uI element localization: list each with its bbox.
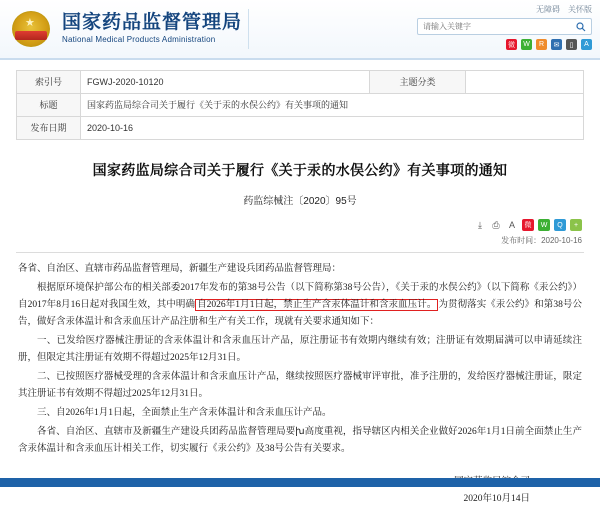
print-icon[interactable]: ⎙ xyxy=(492,219,500,230)
search-box[interactable] xyxy=(417,18,592,35)
paragraph-salutation: 各省、自治区、直辖市药品监督管理局，新疆生产建设兵团药品监督管理局： xyxy=(18,264,342,274)
highlight-ban-text: 自2026年1月1日起，禁止生产含汞体温计和含汞血压计。 xyxy=(197,300,437,310)
meta-label-title: 标题 xyxy=(17,94,81,117)
wechat-share-icon[interactable]: W xyxy=(538,219,550,231)
meta-value-category xyxy=(466,71,584,94)
paragraph-intro-text: 根据原环境保护部公布的相关部委2017年发布的第38号公告（以下简称第38号公告），《关于汞的水俣公约》（以下简称《汞公约》）自2017年8月16日起对我国生效，其中明确 xyxy=(18,283,582,310)
more-share-icon[interactable]: + xyxy=(570,219,582,231)
qq-share-icon[interactable]: Q xyxy=(554,219,566,231)
meta-label-category: 主题分类 xyxy=(370,71,466,94)
search-input[interactable] xyxy=(418,19,571,34)
table-row xyxy=(17,117,584,140)
signature-date: 2020年10月14日 xyxy=(463,494,530,504)
rss-icon[interactable]: R xyxy=(536,39,547,50)
national-emblem-icon: ★ xyxy=(10,7,54,51)
org-name-en: National Medical Products Administration xyxy=(62,35,216,44)
meta-label-date: 发布日期 xyxy=(17,117,81,140)
table-row xyxy=(17,94,584,117)
paragraph-intro xyxy=(18,280,582,331)
social-icons xyxy=(506,39,592,50)
org-name-cn: 国家药品监督管理局 xyxy=(62,12,243,33)
page-title: 国家药监局综合司关于履行《关于汞的水俣公约》有关事项的通知 xyxy=(92,164,508,179)
meta-label-index: 索引号 xyxy=(17,71,81,94)
header-right xyxy=(392,4,592,50)
weibo-icon[interactable]: 微 xyxy=(506,39,517,50)
wechat-icon[interactable]: W xyxy=(521,39,532,50)
meta-value-date: 2020-10-16 xyxy=(81,117,584,140)
font-size-icon[interactable]: A xyxy=(508,220,515,230)
header-divider xyxy=(248,9,249,49)
link-care-version[interactable]: 关怀版 xyxy=(568,5,592,14)
link-accessibility[interactable]: 无障碍 xyxy=(536,5,560,14)
publish-time: 发布时间：2020-10-16 xyxy=(501,236,582,245)
paragraph-closing: 各省、自治区、直辖市及新疆生产建设兵团药品监督管理局要խ高度重视，指导辖区内相关企业做好2026年1月1日前全面禁止生产含汞体温计和含汞血压计相关工作，切实履行《汞公约》及38号公告有关要求。 xyxy=(18,427,582,454)
download-icon[interactable]: ⤓ xyxy=(478,219,482,230)
paragraph-item-1: 一、已发给医疗器械注册证的含汞体温计和含汞血压计产品，原注册证书有效期内继续有效；注册证有效期届满可以申请延续注册，但限定其注册证有效期不得超过2025年12月31日。 xyxy=(18,336,582,363)
meta-value-title: 国家药监局综合司关于履行《关于汞的水俣公约》有关事项的通知 xyxy=(81,94,584,117)
mobile-icon[interactable]: ▯ xyxy=(566,39,577,50)
top-links xyxy=(536,4,592,15)
table-row xyxy=(17,71,584,94)
document-meta-table xyxy=(16,70,584,140)
meta-value-index: FGWJ-2020-10120 xyxy=(81,71,370,94)
mail-icon[interactable]: ✉ xyxy=(551,39,562,50)
search-icon[interactable] xyxy=(571,19,591,34)
org-names xyxy=(62,12,242,46)
document-body xyxy=(0,253,600,458)
document-number: 药监综械注〔2020〕95号 xyxy=(243,196,357,207)
paragraph-intro-tail: 为贯彻落实《汞公约》和第38号公告，做好含汞体温计和含汞血压计产品注册和生产有关工作，现就有关要求通知如下： xyxy=(18,300,582,327)
weibo-share-icon[interactable]: 微 xyxy=(522,219,534,231)
footer-bar xyxy=(0,478,600,487)
paragraph-item-2: 二、已按照医疗器械受理的含汞体温计和含汞血压计产品，继续按照医疗器械审评审批，准予注册的，发给医疗器械注册证，限定其注册证书有效期不得超过2025年12月31日。 xyxy=(18,372,582,399)
document-toolbar xyxy=(0,217,600,233)
app-icon[interactable]: A xyxy=(581,39,592,50)
paragraph-item-3: 三、自2026年1月1日起，全面禁止生产含汞体温计和含汞血压计产品。 xyxy=(37,408,332,418)
site-header xyxy=(0,0,600,60)
